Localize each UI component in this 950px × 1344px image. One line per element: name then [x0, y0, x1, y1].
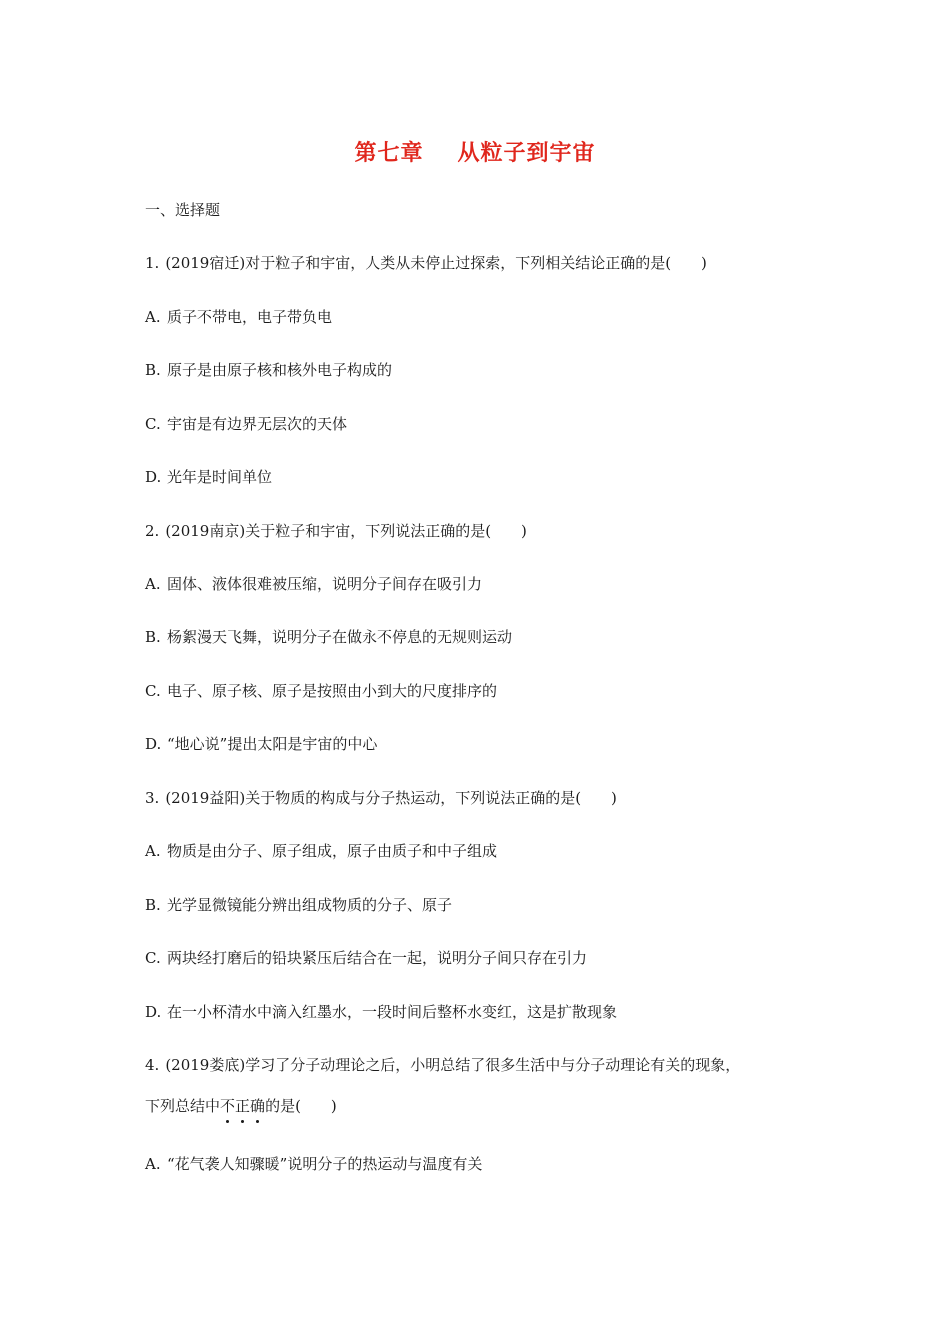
option-text: 物质是由分子、原子组成，原子由质子和中子组成 [167, 842, 498, 860]
option-letter: D. [145, 468, 162, 486]
option-item [145, 948, 587, 968]
chapter-title [0, 136, 950, 167]
option-item [145, 1154, 482, 1174]
question-stem [145, 521, 527, 541]
option-letter: C. [145, 682, 161, 700]
option-letter: A. [145, 1155, 161, 1173]
option-item [145, 734, 377, 754]
question-stem [145, 253, 707, 273]
question-number: 2. [145, 522, 160, 540]
question-number: 3. [145, 789, 160, 807]
option-letter: D. [145, 735, 162, 753]
option-letter: B. [145, 628, 161, 646]
section-heading: 一、选择题 [145, 201, 221, 219]
option-text: 电子、原子核、原子是按照由小到大的尺度排序的 [167, 682, 498, 700]
question-number: 4. [145, 1056, 160, 1074]
option-item [145, 414, 347, 434]
option-letter: B. [145, 896, 161, 914]
emphasis-char: 正 [235, 1097, 251, 1115]
option-item [145, 681, 497, 701]
option-item [145, 627, 512, 647]
option-text: “地心说”提出太阳是宇宙的中心 [167, 735, 378, 753]
question-text: (2019益阳)关于物质的构成与分子热运动，下列说法正确的是( ) [165, 789, 617, 807]
option-letter: C. [145, 949, 161, 967]
option-item [145, 307, 332, 327]
option-item [145, 574, 482, 594]
question-number: 1. [145, 254, 160, 272]
question-stem [145, 788, 617, 808]
chapter-number: 第七章 [354, 141, 424, 166]
option-letter: D. [145, 1003, 162, 1021]
option-text: 宇宙是有边界无层次的天体 [167, 415, 348, 433]
question-stem-continued [145, 1096, 337, 1116]
option-text: 杨絮漫天飞舞，说明分子在做永不停息的无规则运动 [167, 628, 513, 646]
option-text: 两块经打磨后的铅块紧压后结合在一起，说明分子间只存在引力 [167, 949, 588, 967]
option-letter: B. [145, 361, 161, 379]
option-text: 光年是时间单位 [167, 468, 273, 486]
option-item [145, 1002, 617, 1022]
option-letter: A. [145, 575, 161, 593]
question-text-post: 的是( ) [265, 1097, 337, 1115]
question-text: (2019宿迁)对于粒子和宇宙，人类从未停止过探索，下列相关结论正确的是( ) [165, 254, 707, 272]
option-letter: C. [145, 415, 161, 433]
option-text: 固体、液体很难被压缩，说明分子间存在吸引力 [167, 575, 483, 593]
option-item [145, 841, 497, 861]
option-letter: A. [145, 308, 161, 326]
option-text: 原子是由原子核和核外电子构成的 [167, 361, 393, 379]
question-text-line1: (2019娄底)学习了分子动理论之后，小明总结了很多生活中与分子动理论有关的现象， [165, 1056, 741, 1074]
option-item [145, 467, 272, 487]
emphasis-char: 确 [250, 1097, 266, 1115]
option-text: 在一小杯清水中滴入红墨水，一段时间后整杯水变红，这是扩散现象 [167, 1003, 618, 1021]
option-text: 光学显微镜能分辨出组成物质的分子、原子 [167, 896, 453, 914]
option-item [145, 895, 452, 915]
option-text: “花气袭人知骤暖”说明分子的热运动与温度有关 [167, 1155, 483, 1173]
chapter-name: 从粒子到宇宙 [457, 141, 596, 166]
question-text-pre: 下列总结中 [145, 1097, 221, 1115]
question-stem [145, 1055, 740, 1075]
question-text: (2019南京)关于粒子和宇宙，下列说法正确的是( ) [165, 522, 527, 540]
option-text: 质子不带电，电子带负电 [167, 308, 333, 326]
emphasis-char: 不 [220, 1097, 236, 1115]
option-item [145, 360, 392, 380]
option-letter: A. [145, 842, 161, 860]
